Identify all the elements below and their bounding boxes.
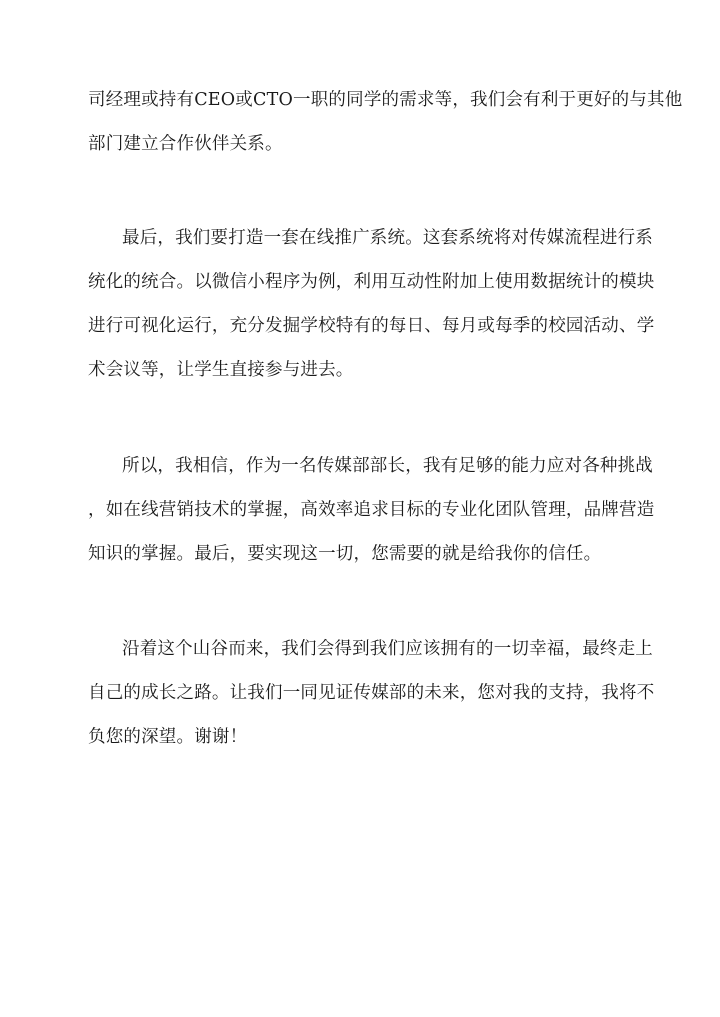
paragraph-2-line-3: 进行可视化运行，充分发掘学校特有的每日、每月或每季的校园活动、学 (88, 316, 655, 336)
paragraph-2-line-4: 术会议等，让学生直接参与进去。 (88, 360, 354, 380)
paragraph-4-line-2: 自己的成长之路。让我们一同见证传媒部的未来，您对我的支持，我将不 (88, 683, 655, 703)
paragraph-1-line-1: 司经理或持有CEO或CTO一职的同学的需求等，我们会有利于更好的与其他 (88, 90, 683, 110)
paragraph-4-line-3: 负您的深望。谢谢！ (88, 727, 248, 747)
paragraph-3-line-3: 知识的掌握。最后，要实现这一切，您需要的就是给我你的信任。 (88, 544, 602, 564)
paragraph-1-line-2: 部门建立合作伙伴关系。 (88, 134, 283, 154)
paragraph-2-line-1: 最后，我们要打造一套在线推广系统。这套系统将对传媒流程进行系 (122, 228, 653, 248)
paragraph-3-line-1: 所以，我相信，作为一名传媒部部长，我有足够的能力应对各种挑战 (122, 456, 653, 476)
paragraph-4-line-1: 沿着这个山谷而来，我们会得到我们应该拥有的一切幸福，最终走上 (122, 639, 653, 659)
paragraph-2-line-2: 统化的统合。以微信小程序为例，利用互动性附加上使用数据统计的模块 (88, 272, 655, 292)
paragraph-3-line-2: ，如在线营销技术的掌握，高效率追求目标的专业化团队管理，品牌营造 (88, 500, 655, 520)
